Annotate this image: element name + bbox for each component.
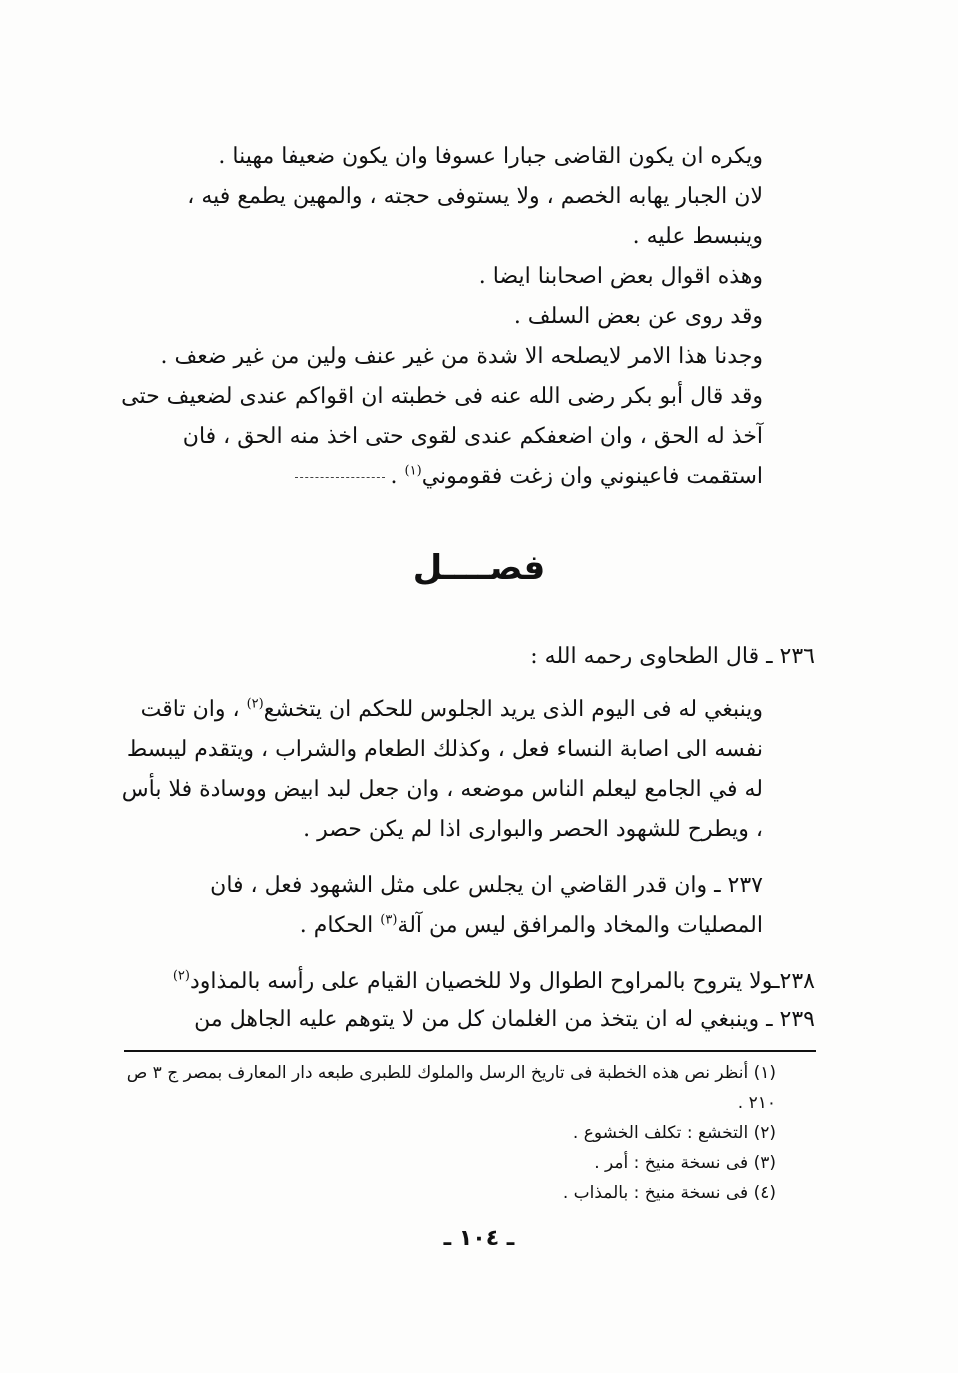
intro-line-2: لان الجبار يهابه الخصم ، ولا يستوفى حجته ، والمهين يطمع فيه ، وينبسط عليه . [187, 184, 763, 249]
para-238-text-main: ٢٣٨ـولا يتروح بالمراوح الطوال ولا للخصيان القيام على رأسه بالمذاود [189, 969, 815, 994]
footnotes-section [124, 1058, 816, 1208]
intro-line-3: وهذه اقوال بعض اصحابنا ايضا . [478, 264, 763, 289]
footnote-3: (٣) فى نسخة منيخ : أمر . [594, 1153, 776, 1173]
footnote-ref-2: (٢) [246, 696, 264, 712]
para-239-text: ٢٣٩ ـ وينبغي له ان يتخذ من الغلمان كل من لا يتوهم عليه الجاهل من [194, 1007, 815, 1032]
footnote-1: (١) أنظر نص هذه الخطبة فى تاريخ الرسل والملوك للطبرى طبعه دار المعارف بمصر ج ٣ ص ٢١٠ . [126, 1063, 776, 1113]
footnote-2: (٢) التخشع : تكلف الخشوع . [572, 1123, 776, 1143]
para-236-text [120, 690, 815, 850]
paragraph-238 [120, 962, 815, 1002]
paragraph-236-body [120, 690, 815, 850]
para-237-text-a: ٢٣٧ ـ وان قدر القاضي ان يجلس على مثل الشهود فعل ، فان المصليات والمخاد والمرافق ليس من آلة [210, 873, 763, 938]
para-236-text-a: وينبغي له فى اليوم الذى يريد الجلوس للحكم ان يتخشع [263, 697, 763, 722]
para-237-text-b: الحكام . [299, 913, 381, 938]
footnote-divider [124, 1050, 816, 1052]
intro-line-4: وقد روى عن بعض السلف . [513, 304, 763, 329]
footnote-ref-3: (٣) [380, 912, 398, 928]
intro-line-6-end: . [390, 464, 405, 489]
paragraph-239 [120, 1000, 815, 1040]
trailing-dashed-line [295, 477, 385, 478]
para-237-text [120, 866, 815, 946]
intro-line-5: وجدنا هذا الامر لايصلحه الا شدة من غير عنف ولين من غير ضعف . [160, 344, 763, 369]
intro-line-6-text: وقد قال أبو بكر رضى الله عنه فى خطبته ان اقواكم عندى لضعيف حتى آخذ له الحق ، وان اضعفكم عندى لقوى حتى اخذ منه الحق ، فان استقمت فاعينوني وان زغت فقوموني [121, 384, 763, 489]
para-238-text [120, 962, 815, 1002]
para-236-text-b: ، وان تاقت نفسه الى اصابة النساء فعل ، وكذلك الطعام والشراب ، ويتقدم ليبسط له في الجامع ليعلم الناس موضعه ، وان جعل لبد ابيض ووسادة فلا بأس ، ويطرح للشهود الحصر والبوارى اذا لم يكن حصر . [121, 697, 763, 842]
intro-line-6 [120, 377, 815, 497]
para-236-title-text: ٢٣٦ ـ قال الطحاوى رحمه الله : [530, 644, 815, 669]
intro-line-1: ويكره ان يكون القاضى جبارا عسوفا وان يكون ضعيفا مهينا . [218, 144, 763, 169]
footnote-ref-1: (١) [404, 463, 422, 479]
footnote-ref-4: (٢) [172, 968, 190, 984]
paragraph-236-title [120, 637, 815, 677]
footnote-4: (٤) فى نسخة منيخ : بالمذاب . [562, 1183, 776, 1203]
section-heading: فصــــل [412, 548, 546, 588]
intro-section [120, 137, 815, 497]
paragraph-237 [120, 866, 815, 946]
page-number: ـ ١٠٤ ـ [443, 1226, 515, 1251]
